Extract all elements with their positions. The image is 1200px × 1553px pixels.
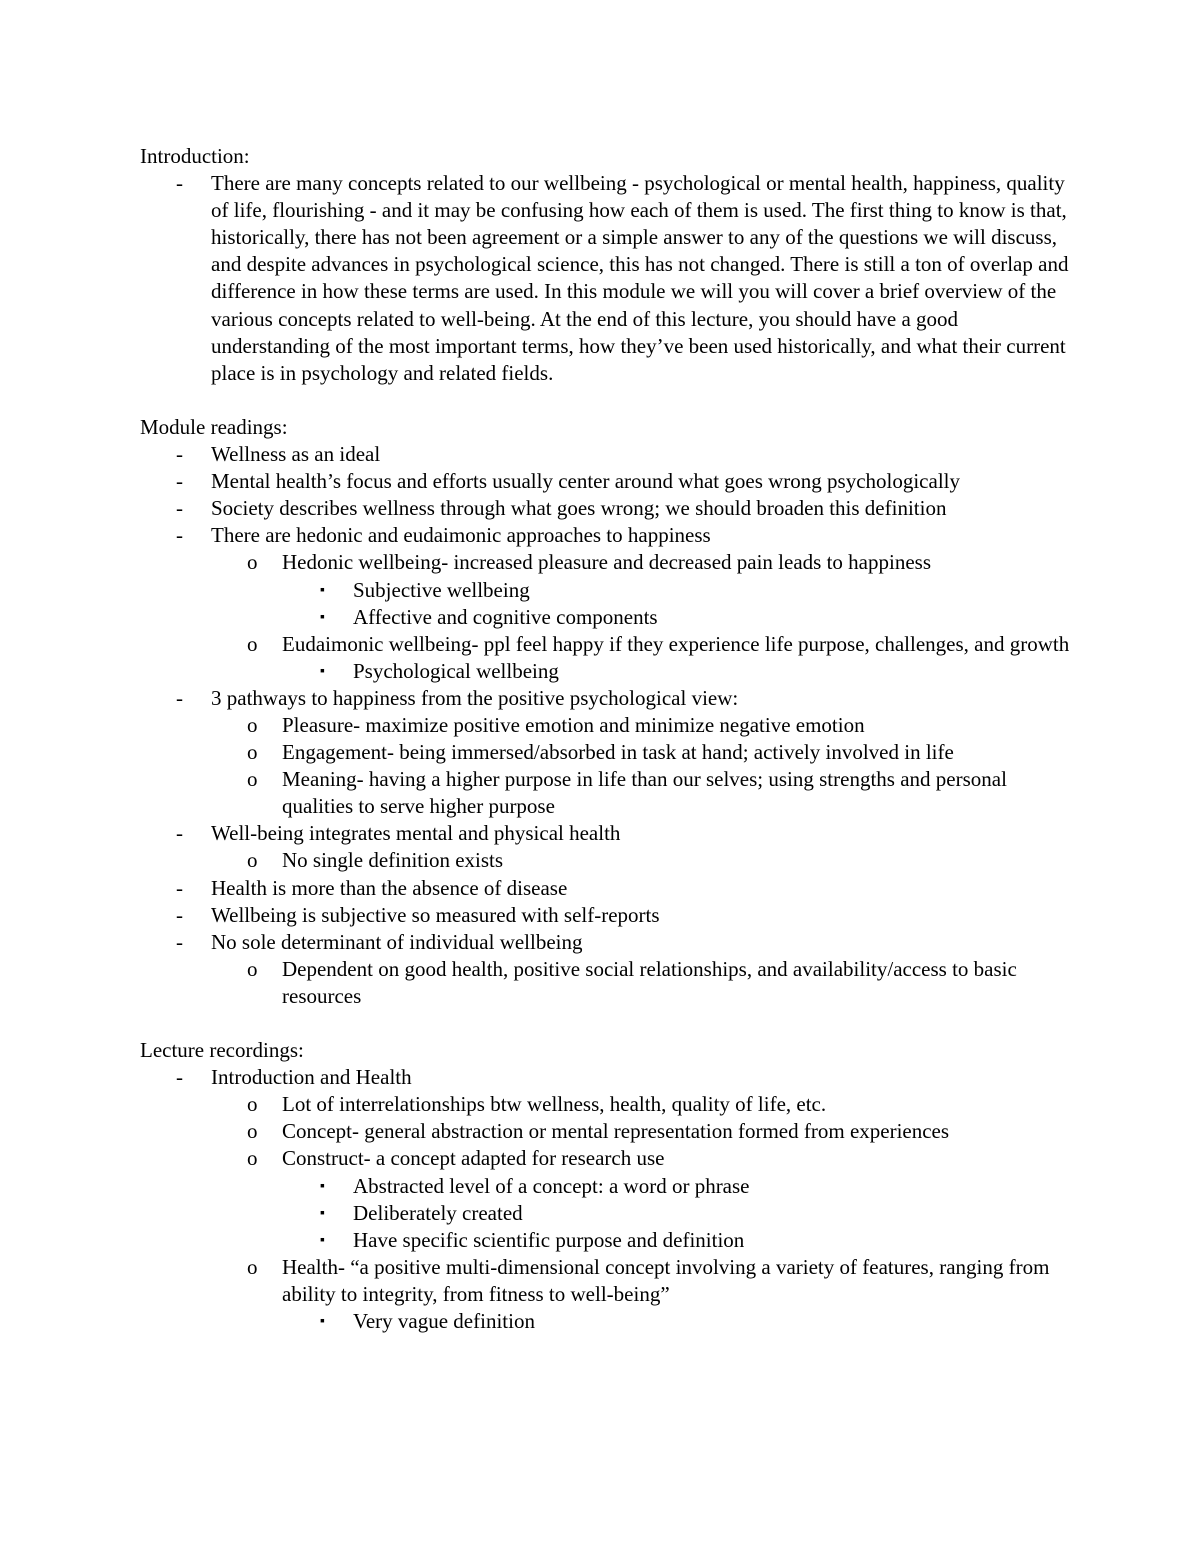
nested-bullet-list <box>211 847 1070 874</box>
section-heading: Lecture recordings: <box>140 1038 304 1063</box>
bullet-list <box>140 170 1070 387</box>
nested-bullet-list <box>282 1308 1070 1335</box>
bullet-text: Concept- general abstraction or mental representation formed from experiences <box>282 1119 950 1144</box>
bullet-text: Introduction and Health <box>211 1065 412 1090</box>
bullet-text: Abstracted level of a concept: a word or phrase <box>353 1173 750 1198</box>
section-heading: Module readings: <box>140 414 288 439</box>
section-spacer <box>140 1010 1070 1037</box>
nested-bullet-list <box>282 577 1070 631</box>
square-bullet-marker: ▪ <box>320 1178 325 1194</box>
sub-bullet-item <box>211 1091 1070 1118</box>
bullet-text: No sole determinant of individual wellbeing <box>211 929 583 954</box>
dash-bullet-marker: - <box>176 523 183 548</box>
bullet-item <box>140 685 1070 820</box>
sub-bullet-item <box>211 956 1070 1010</box>
bullet-list <box>140 441 1070 1010</box>
bullet-text: Have specific scientific purpose and definition <box>353 1227 745 1252</box>
bullet-item <box>140 522 1070 685</box>
bullet-text: Dependent on good health, positive social relationships, and availability/access to basic resources <box>282 956 1017 1008</box>
bullet-item <box>140 495 1070 522</box>
bullet-text: Subjective wellbeing <box>353 577 530 602</box>
dash-bullet-marker: - <box>176 469 183 494</box>
bullet-text: There are hedonic and eudaimonic approaches to happiness <box>211 523 711 548</box>
circle-bullet-marker: o <box>247 767 258 792</box>
dash-bullet-marker: - <box>176 496 183 521</box>
sub-sub-bullet-item <box>282 604 1070 631</box>
circle-bullet-marker: o <box>247 1092 258 1117</box>
circle-bullet-marker: o <box>247 1119 258 1144</box>
dash-bullet-marker: - <box>176 171 183 196</box>
sub-bullet-item <box>211 1254 1070 1335</box>
bullet-text: Meaning- having a higher purpose in life than our selves; using strengths and personal qualities to serve higher purpose <box>282 767 1007 819</box>
circle-bullet-marker: o <box>247 848 258 873</box>
sub-bullet-item <box>211 739 1070 766</box>
dash-bullet-marker: - <box>176 929 183 954</box>
circle-bullet-marker: o <box>247 956 258 981</box>
bullet-text: Psychological wellbeing <box>353 658 559 683</box>
bullet-text: Eudaimonic wellbeing- ppl feel happy if they experience life purpose, challenges, and growth <box>282 631 1070 656</box>
bullet-item <box>140 441 1070 468</box>
bullet-text: Lot of interrelationships btw wellness, health, quality of life, etc. <box>282 1092 827 1117</box>
circle-bullet-marker: o <box>247 631 258 656</box>
sub-bullet-item <box>211 847 1070 874</box>
nested-bullet-list <box>282 658 1070 685</box>
bullet-text: Deliberately created <box>353 1200 523 1225</box>
document-body <box>140 143 1070 1335</box>
bullet-text: Health- “a positive multi-dimensional concept involving a variety of features, ranging from ability to integrity, from fitness to well-being” <box>282 1254 1050 1306</box>
bullet-text: Pleasure- maximize positive emotion and minimize negative emotion <box>282 712 865 737</box>
bullet-text: 3 pathways to happiness from the positive psychological view: <box>211 685 739 710</box>
circle-bullet-marker: o <box>247 712 258 737</box>
sub-sub-bullet-item <box>282 577 1070 604</box>
dash-bullet-marker: - <box>176 875 183 900</box>
bullet-text: Wellness as an ideal <box>211 442 381 467</box>
square-bullet-marker: ▪ <box>320 1232 325 1248</box>
sub-sub-bullet-item <box>282 658 1070 685</box>
sub-bullet-item <box>211 1118 1070 1145</box>
bullet-text: Very vague definition <box>353 1309 535 1334</box>
bullet-list <box>140 1064 1070 1335</box>
nested-bullet-list <box>211 712 1070 820</box>
dash-bullet-marker: - <box>176 821 183 846</box>
bullet-text: Mental health’s focus and efforts usually center around what goes wrong psychologically <box>211 469 960 494</box>
bullet-text: Hedonic wellbeing- increased pleasure and decreased pain leads to happiness <box>282 550 931 575</box>
bullet-item <box>140 170 1070 387</box>
bullet-text: Well-being integrates mental and physical health <box>211 821 621 846</box>
bullet-item <box>140 820 1070 874</box>
nested-bullet-list <box>211 549 1070 684</box>
dash-bullet-marker: - <box>176 685 183 710</box>
section-spacer <box>140 387 1070 414</box>
dash-bullet-marker: - <box>176 902 183 927</box>
bullet-item <box>140 468 1070 495</box>
nested-bullet-list <box>211 1091 1070 1335</box>
bullet-text: Health is more than the absence of disease <box>211 875 568 900</box>
sub-bullet-item <box>211 766 1070 820</box>
circle-bullet-marker: o <box>247 740 258 765</box>
bullet-item <box>140 902 1070 929</box>
document-section <box>140 143 1070 387</box>
bullet-item <box>140 875 1070 902</box>
bullet-text: Engagement- being immersed/absorbed in task at hand; actively involved in life <box>282 740 954 765</box>
bullet-text: Wellbeing is subjective so measured with self-reports <box>211 902 660 927</box>
circle-bullet-marker: o <box>247 1254 258 1279</box>
square-bullet-marker: ▪ <box>320 1314 325 1330</box>
square-bullet-marker: ▪ <box>320 663 325 679</box>
bullet-item <box>140 929 1070 1010</box>
bullet-text: Construct- a concept adapted for research use <box>282 1146 665 1171</box>
sub-sub-bullet-item <box>282 1308 1070 1335</box>
square-bullet-marker: ▪ <box>320 582 325 598</box>
circle-bullet-marker: o <box>247 1146 258 1171</box>
dash-bullet-marker: - <box>176 442 183 467</box>
sub-bullet-item <box>211 631 1070 685</box>
bullet-text: Affective and cognitive components <box>353 604 658 629</box>
bullet-text: There are many concepts related to our wellbeing - psychological or mental health, happiness, quality of life, flourishing - and it may be confusing how each of them is used. The first thing to know is that, historically, there has not been agreement or a simple answer to any of the questions we will discuss, and despite advances in psychological science, this has not changed. There is still a ton of overlap and difference in how these terms are used. In this module we will you will cover a brief overview of the various concepts related to well-being. At the end of this lecture, you should have a good understanding of the most important terms, how they’ve been used historically, and what their current place is in psychology and related fields. <box>211 171 1069 385</box>
document-section <box>140 414 1070 1010</box>
bullet-item <box>140 1064 1070 1335</box>
circle-bullet-marker: o <box>247 550 258 575</box>
bullet-text: Society describes wellness through what goes wrong; we should broaden this definition <box>211 496 947 521</box>
sub-sub-bullet-item <box>282 1173 1070 1200</box>
nested-bullet-list <box>211 956 1070 1010</box>
sub-bullet-item <box>211 549 1070 630</box>
sub-bullet-item <box>211 712 1070 739</box>
square-bullet-marker: ▪ <box>320 609 325 625</box>
square-bullet-marker: ▪ <box>320 1205 325 1221</box>
sub-sub-bullet-item <box>282 1200 1070 1227</box>
sub-bullet-item <box>211 1145 1070 1253</box>
section-heading: Introduction: <box>140 144 250 168</box>
bullet-text: No single definition exists <box>282 848 504 873</box>
nested-bullet-list <box>282 1173 1070 1254</box>
document-section <box>140 1037 1070 1335</box>
dash-bullet-marker: - <box>176 1065 183 1090</box>
sub-sub-bullet-item <box>282 1227 1070 1254</box>
